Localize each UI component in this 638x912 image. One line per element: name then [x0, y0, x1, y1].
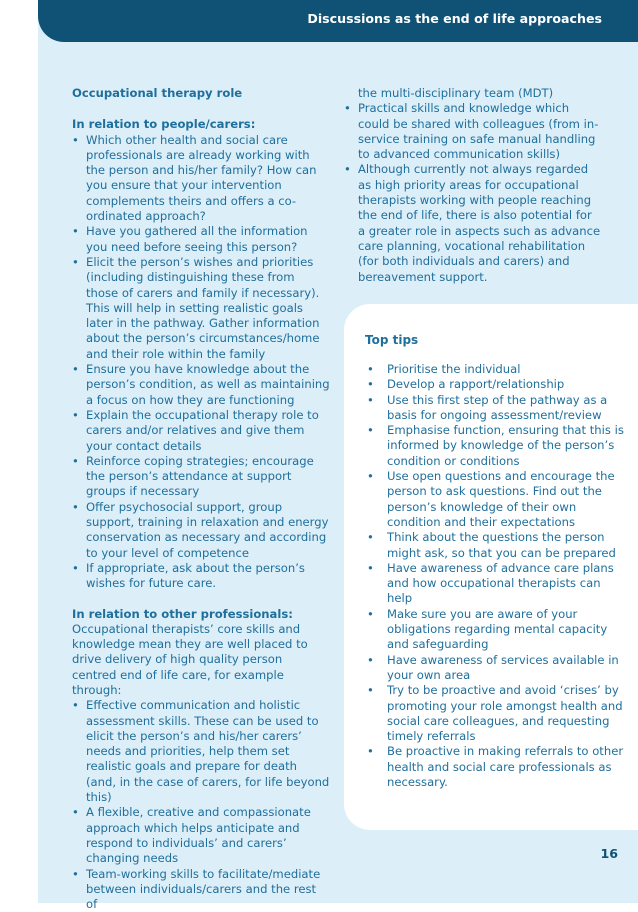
list-item: • Although currently not always regarded as high priority areas for occupational therapists working with people reaching the end of life, there is also potential for a greater role in aspects such as advance care planning, vocational rehabilitation (for both individuals and carers) and bereavement support.	[344, 162, 602, 284]
top-tips-title: Top tips	[365, 333, 419, 347]
list-item: • Practical skills and knowledge which could be shared with colleagues (from in-service training on safe manual handling to advanced communication skills)	[344, 101, 602, 162]
continued-list-item: the multi-disciplinary team (MDT)	[358, 86, 554, 100]
tip-item: • Have awareness of services available in your own area	[367, 653, 629, 684]
tip-item: • Make sure you are aware of your obligations regarding mental capacity and safeguarding	[367, 607, 629, 653]
list-item: • Ensure you have knowledge about the person’s condition, as well as maintaining a focus on how they are functioning	[72, 362, 330, 408]
list-item: • Effective communication and holistic assessment skills. These can be used to elicit the person’s and his/her carers’ needs and priorities, help them set realistic goals and prepare for death (and, in the case of carers, for life beyond this)	[72, 698, 330, 805]
page-header-title: Discussions as the end of life approaches	[307, 11, 602, 26]
list-item: • Have you gathered all the information you need before seeing this person?	[72, 224, 330, 255]
list-item: • Explain the occupational therapy role to carers and/or relatives and give them your contact details	[72, 408, 330, 454]
other-professionals-heading: In relation to other professionals:	[72, 606, 293, 621]
other-professionals-intro: Occupational therapists’ core skills and knowledge mean they are well placed to drive delivery of high quality person centred end of life care, for example through:	[72, 621, 308, 697]
header-band	[38, 0, 638, 42]
list-item: • Elicit the person’s wishes and priorities (including distinguishing these from those of carers and family if necessary). This will help in setting realistic goals later in the pathway. Gather information about the person’s circumstances/home and their role within the family	[72, 255, 330, 362]
tip-item: • Have awareness of advance care plans and how occupational therapists can help	[367, 561, 629, 607]
tip-item: • Prioritise the individual	[367, 362, 629, 377]
people-carers-heading: In relation to people/carers:	[72, 117, 256, 132]
list-item: • If appropriate, ask about the person’s wishes for future care.	[72, 561, 330, 592]
list-item: • Which other health and social care professionals are already working with the person and his/her family? How can you ensure that your intervention complements theirs and offers a co-ordinated approach?	[72, 133, 330, 225]
page-number: 16	[600, 846, 618, 861]
section-heading: Occupational therapy role	[72, 86, 243, 100]
tip-item: • Think about the questions the person might ask, so that you can be prepared	[367, 530, 629, 561]
top-tips-list	[367, 362, 629, 790]
right-column	[344, 86, 602, 285]
list-item: • Reinforce coping strategies; encourage the person’s attendance at support groups if necessary	[72, 454, 330, 500]
tip-item: • Use this first step of the pathway as a basis for ongoing assessment/review	[367, 393, 629, 424]
list-item: • A flexible, creative and compassionate approach which helps anticipate and respond to individuals’ and carers’ changing needs	[72, 805, 330, 866]
other-professionals-list	[72, 698, 330, 912]
tip-item: • Try to be proactive and avoid ‘crises’ by promoting your role amongst health and social care colleagues, and requesting timely referrals	[367, 683, 629, 744]
tip-item: • Use open questions and encourage the person to ask questions. Find out the person’s knowledge of their own condition and their expectations	[367, 469, 629, 530]
list-item: • Team-working skills to facilitate/mediate between individuals/carers and the rest of	[72, 867, 330, 912]
tip-item: • Be proactive in making referrals to other health and social care professionals as necessary.	[367, 744, 629, 790]
other-professionals-list-continued	[344, 101, 602, 285]
tip-item: • Emphasise function, ensuring that this is informed by knowledge of the person’s condition or conditions	[367, 423, 629, 469]
people-carers-list	[72, 133, 330, 592]
left-column	[72, 86, 330, 912]
list-item: • Offer psychosocial support, group support, training in relaxation and energy conservation as necessary and according to your level of competence	[72, 500, 330, 561]
tip-item: • Develop a rapport/relationship	[367, 377, 629, 392]
